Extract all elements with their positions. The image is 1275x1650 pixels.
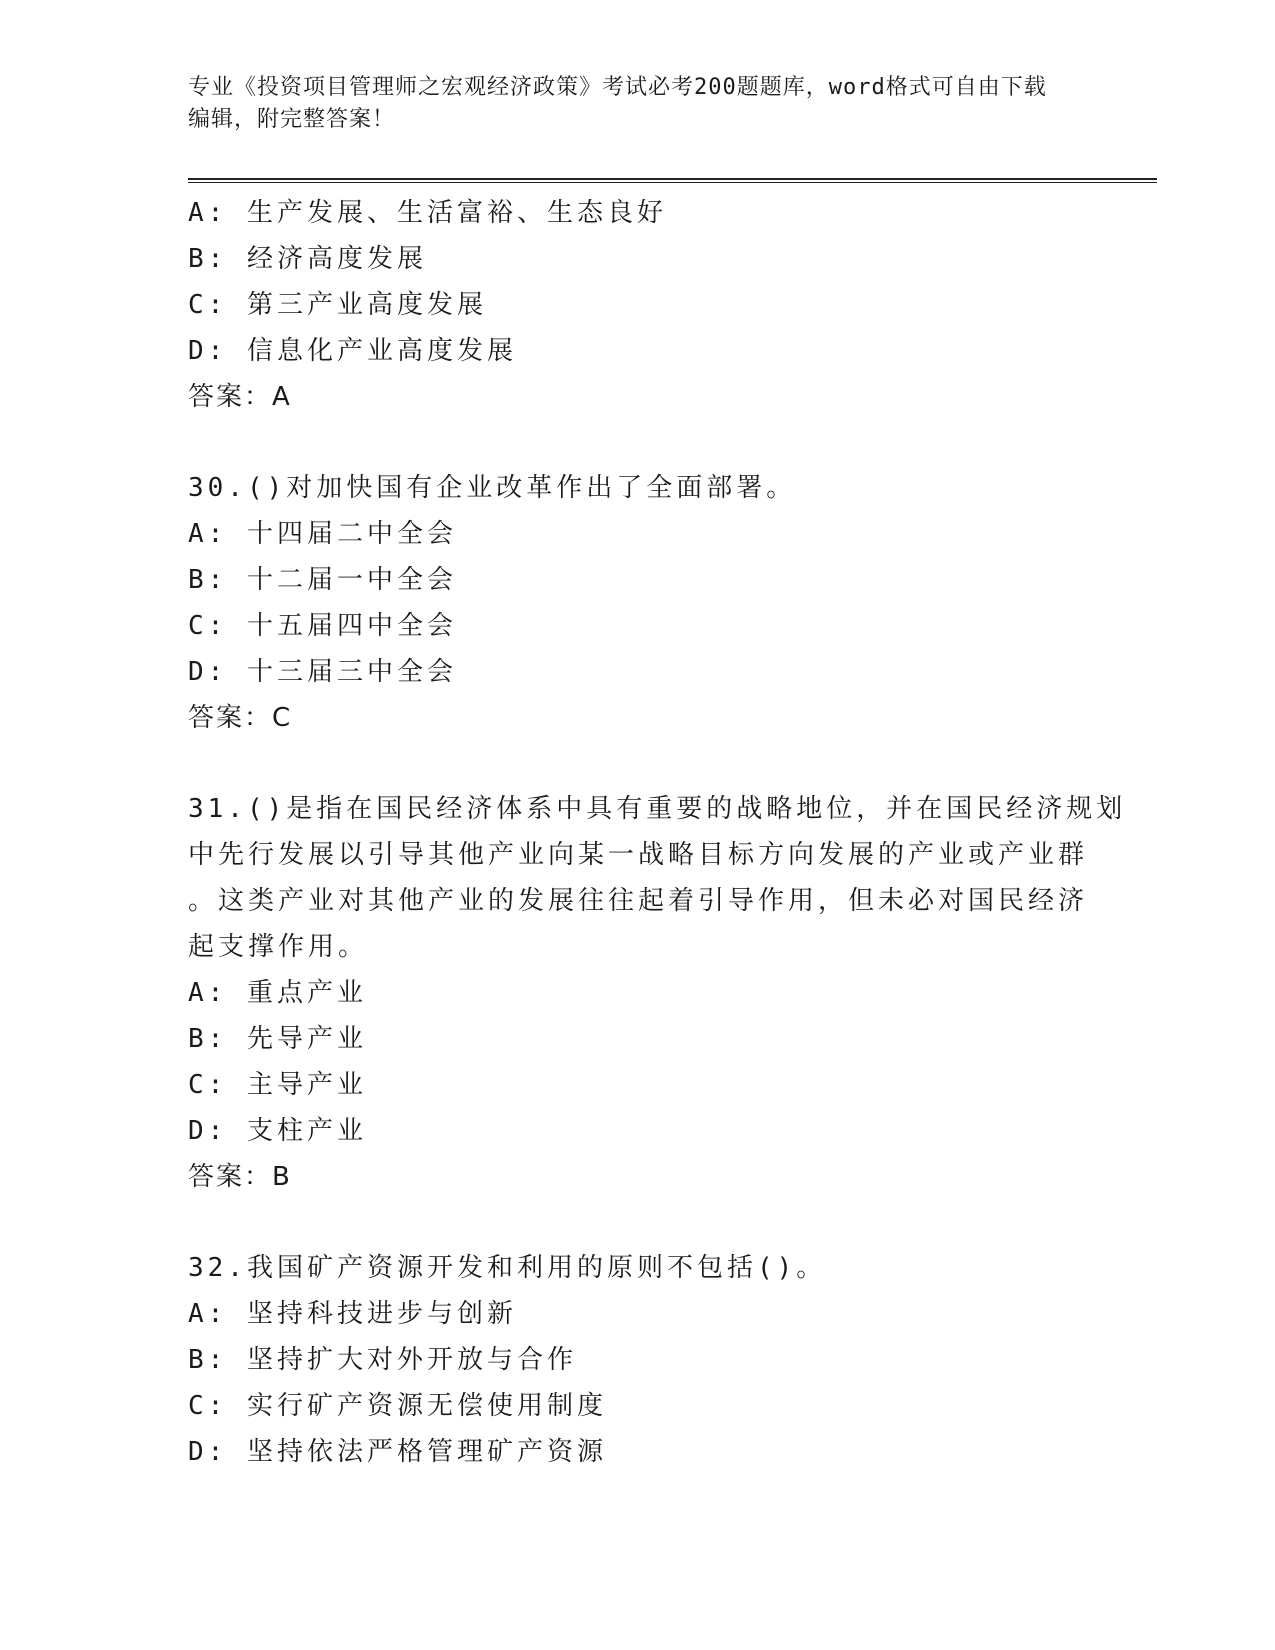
- option-b: B: 经济高度发展: [188, 244, 427, 274]
- option-c: C: 实行矿产资源无偿使用制度: [188, 1391, 607, 1421]
- option-d: D: 十三届三中全会: [188, 657, 457, 687]
- option-c: C: 主导产业: [188, 1070, 367, 1100]
- option-c: C: 十五届四中全会: [188, 611, 457, 641]
- option-b: B: 坚持扩大对外开放与合作: [188, 1345, 577, 1375]
- question-text: 32.我国矿产资源开发和利用的原则不包括()。: [188, 1253, 827, 1283]
- option-b: B: 先导产业: [188, 1024, 367, 1054]
- question-32: [188, 1245, 1088, 1475]
- option-a: A: 重点产业: [188, 978, 367, 1008]
- option-a: A: 生产发展、生活富裕、生态良好: [188, 198, 667, 228]
- option-c: C: 第三产业高度发展: [188, 290, 487, 320]
- option-a: A: 坚持科技进步与创新: [188, 1299, 517, 1329]
- header-divider: [188, 178, 1157, 183]
- question-text-line: 31.()是指在国民经济体系中具有重要的战略地位，并在国民经济规划: [188, 794, 1127, 824]
- option-d: D: 信息化产业高度发展: [188, 336, 517, 366]
- answer: 答案：A: [188, 382, 292, 412]
- spacer: [188, 1200, 1088, 1245]
- question-31: [188, 786, 1127, 1200]
- document-header: 专业《投资项目管理师之宏观经济政策》考试必考200题题库，word格式可自由下载编辑，附完整答案！: [188, 75, 1047, 132]
- question-text-line: 中先行发展以引导其他产业向某一战略目标方向发展的产业或产业群: [188, 840, 1089, 870]
- question-content: [188, 190, 1127, 1475]
- spacer: [188, 420, 1088, 465]
- option-b: B: 十二届一中全会: [188, 565, 457, 595]
- question-text-line: 起支撑作用。: [188, 932, 369, 962]
- question-text-line: 。这类产业对其他产业的发展往往起着引导作用，但未必对国民经济: [188, 886, 1089, 916]
- option-d: D: 支柱产业: [188, 1116, 367, 1146]
- question-29: [188, 190, 1088, 420]
- spacer: [188, 741, 1088, 786]
- question-30: [188, 465, 1088, 741]
- answer: 答案：C: [188, 703, 293, 733]
- question-text: 30.()对加快国有企业改革作出了全面部署。: [188, 473, 797, 503]
- answer: 答案：B: [188, 1162, 292, 1192]
- option-a: A: 十四届二中全会: [188, 519, 457, 549]
- option-d: D: 坚持依法严格管理矿产资源: [188, 1437, 607, 1467]
